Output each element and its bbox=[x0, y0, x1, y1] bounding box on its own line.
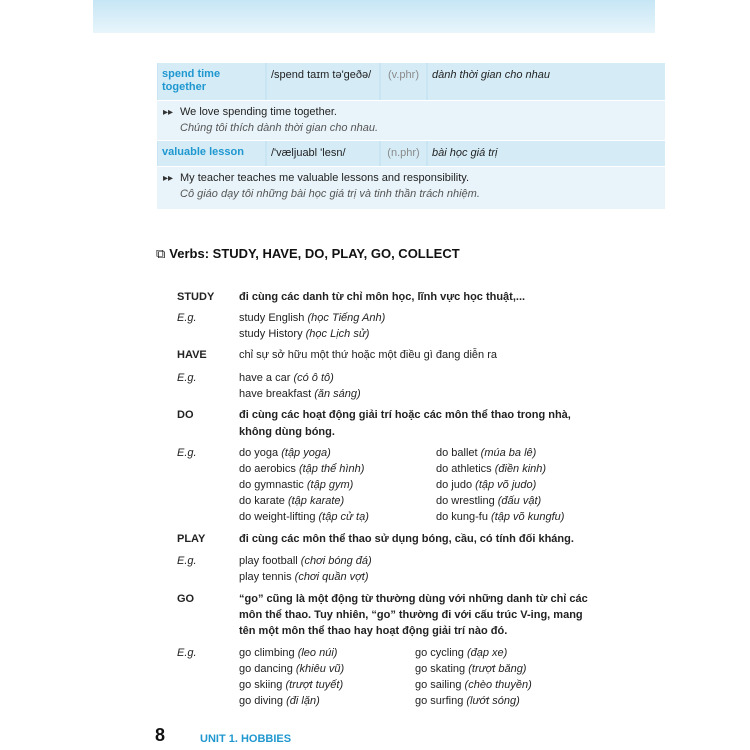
example-en: We love spending time together. bbox=[180, 106, 337, 118]
vocab-row bbox=[157, 63, 665, 100]
example-item: go climbing (leo núi) bbox=[239, 647, 338, 659]
book-page bbox=[93, 0, 655, 750]
verb-desc-study: đi cùng các danh từ chỉ môn học, lĩnh vực học thuật,... bbox=[239, 291, 526, 303]
example-en: My teacher teaches me valuable lessons and responsibility. bbox=[180, 172, 470, 184]
example-item: go sailing (chèo thuyền) bbox=[415, 679, 532, 691]
verb-desc-play: đi cùng các môn thể thao sử dụng bóng, cầu, có tính đối kháng. bbox=[239, 533, 574, 545]
verb-desc-go: môn thể thao. Tuy nhiên, “go” thường đi với cấu trúc V-ing, mang bbox=[239, 609, 583, 621]
example-item: have breakfast (ăn sáng) bbox=[239, 388, 361, 400]
example-item: go diving (đi lặn) bbox=[239, 695, 320, 707]
vocab-meaning: bài học giá trị bbox=[428, 141, 665, 166]
example-item: go dancing (khiêu vũ) bbox=[239, 663, 345, 675]
example-vi: Chúng tôi thích dành thời gian cho nhau. bbox=[180, 122, 379, 134]
example-item: do aerobics (tập thể hình) bbox=[239, 463, 365, 475]
example-item: go skiing (trượt tuyết) bbox=[239, 679, 344, 691]
eg-label: E.g. bbox=[177, 372, 197, 384]
example-item: do gymnastic (tập gym) bbox=[239, 479, 354, 491]
verb-label-play: PLAY bbox=[177, 533, 206, 545]
verb-desc-go: “go” cũng là một động từ thường dùng với những danh từ chỉ các bbox=[239, 593, 588, 605]
eg-label: E.g. bbox=[177, 447, 197, 459]
vocab-word: spend time together bbox=[158, 63, 265, 100]
page-header-band bbox=[93, 0, 655, 33]
vocab-part-of-speech: (v.phr) bbox=[381, 63, 426, 100]
verb-desc-have: chỉ sự sở hữu một thứ hoặc một điều gì đang diễn ra bbox=[239, 349, 497, 361]
example-item: do wrestling (đấu vật) bbox=[436, 495, 542, 507]
vocab-row bbox=[157, 141, 665, 166]
example-item: do athletics (điền kinh) bbox=[436, 463, 547, 475]
example-item: do judo (tập võ judo) bbox=[436, 479, 537, 491]
vocab-word: valuable lesson bbox=[158, 141, 265, 166]
eg-label: E.g. bbox=[177, 312, 197, 324]
verb-desc-do: đi cùng các hoạt động giải trí hoặc các môn thể thao trong nhà, bbox=[239, 409, 571, 421]
example-item: go surfing (lướt sóng) bbox=[415, 695, 520, 707]
example-item: do yoga (tập yoga) bbox=[239, 447, 331, 459]
verb-label-do: DO bbox=[177, 409, 194, 421]
example-item: study English (học Tiếng Anh) bbox=[239, 312, 386, 324]
vocab-part-of-speech: (n.phr) bbox=[381, 141, 426, 166]
verb-desc-do: không dùng bóng. bbox=[239, 426, 335, 438]
vocab-pronunciation: /'væljuabl 'lesn/ bbox=[267, 141, 379, 166]
copy-icon: ⧉ bbox=[156, 246, 166, 261]
unit-title: UNIT 1. HOBBIES bbox=[200, 733, 292, 745]
example-item: study History (học Lịch sử) bbox=[239, 328, 370, 340]
vocab-meaning: dành thời gian cho nhau bbox=[428, 63, 665, 100]
eg-label: E.g. bbox=[177, 555, 197, 567]
section-title-text: Verbs: STUDY, HAVE, DO, PLAY, GO, COLLECT bbox=[169, 246, 460, 261]
example-item: do weight-lifting (tập cử tạ) bbox=[239, 511, 369, 523]
page-number: 8 bbox=[155, 725, 166, 745]
eg-label: E.g. bbox=[177, 647, 197, 659]
example-item: play tennis (chơi quần vợt) bbox=[239, 571, 369, 583]
section-title bbox=[156, 246, 460, 262]
verb-desc-go: tên một môn thể thao hay hoạt động giải trí nào đó. bbox=[239, 625, 508, 637]
example-item: do kung-fu (tập võ kungfu) bbox=[436, 511, 565, 523]
example-item: have a car (có ô tô) bbox=[239, 372, 334, 384]
vocab-example bbox=[157, 167, 665, 209]
example-item: do ballet (múa ba lê) bbox=[436, 447, 537, 459]
vocab-pronunciation: /spend taɪm tə'ɡeðə/ bbox=[267, 63, 379, 100]
example-vi: Cô giáo dạy tôi những bài học giá trị và tinh thần trách nhiệm. bbox=[180, 188, 480, 200]
example-item: play football (chơi bóng đá) bbox=[239, 555, 372, 567]
example-item: do karate (tập karate) bbox=[239, 495, 345, 507]
verb-label-go: GO bbox=[177, 593, 195, 605]
double-arrow-icon: ▸▸ bbox=[163, 173, 174, 184]
vocab-example bbox=[157, 101, 665, 140]
verb-label-have: HAVE bbox=[177, 349, 207, 361]
double-arrow-icon: ▸▸ bbox=[163, 107, 174, 118]
example-item: go cycling (đạp xe) bbox=[415, 647, 508, 659]
example-item: go skating (trượt băng) bbox=[415, 663, 527, 675]
verb-label-study: STUDY bbox=[177, 291, 215, 303]
